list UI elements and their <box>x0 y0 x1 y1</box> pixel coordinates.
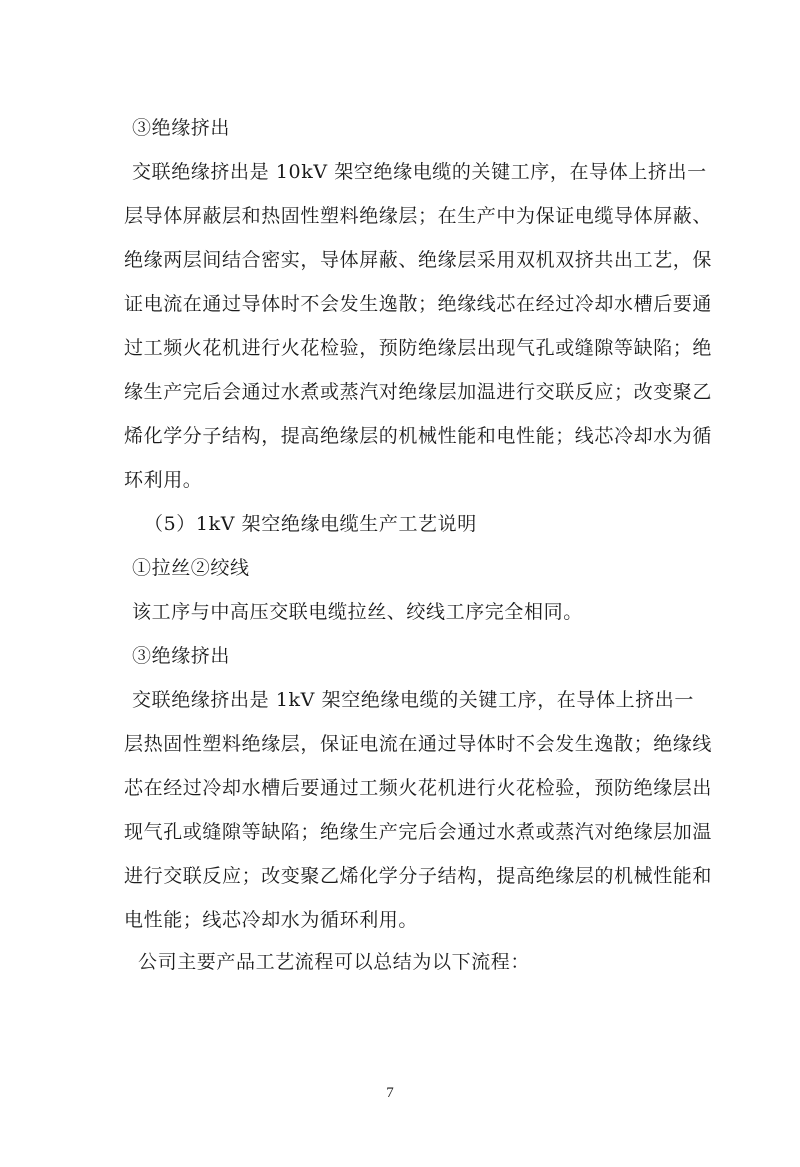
paragraph-line: 过工频火花机进行火花检验，预防绝缘层出现气孔或缝隙等缺陷；绝 <box>124 337 713 359</box>
subsection-heading: ①拉丝②绞线 <box>132 557 250 579</box>
paragraph-line: 交联绝缘挤出是 10kV 架空绝缘电缆的关键工序，在导体上挤出一 <box>132 161 707 183</box>
paragraph-line: 缘生产完后会通过水煮或蒸汽对绝缘层加温进行交联反应；改变聚乙 <box>124 381 713 403</box>
paragraph-line: 现气孔或缝隙等缺陷；绝缘生产完后会通过水煮或蒸汽对绝缘层加温 <box>124 821 713 843</box>
paragraph-line: 芯在经过冷却水槽后要通过工频火花机进行火花检验，预防绝缘层出 <box>124 777 713 799</box>
paragraph-line: 层热固性塑料绝缘层，保证电流在通过导体时不会发生逸散；绝缘线 <box>124 733 713 755</box>
closing-line: 公司主要产品工艺流程可以总结为以下流程： <box>138 951 531 973</box>
paragraph-line: 层导体屏蔽层和热固性塑料绝缘层；在生产中为保证电缆导体屏蔽、 <box>124 205 713 227</box>
section-heading: （5）1kV 架空绝缘电缆生产工艺说明 <box>144 513 477 535</box>
paragraph-line: 环利用。 <box>124 469 203 491</box>
paragraph-line: 证电流在通过导体时不会发生逸散；绝缘线芯在经过冷却水槽后要通 <box>124 293 713 315</box>
page-number: 7 <box>386 1085 394 1101</box>
subsection-heading: ③绝缘挤出 <box>132 645 231 667</box>
paragraph-line: 电性能；线芯冷却水为循环利用。 <box>124 909 419 931</box>
paragraph-line: 进行交联反应；改变聚乙烯化学分子结构，提高绝缘层的机械性能和 <box>124 865 713 887</box>
paragraph-line: 绝缘两层间结合密实，导体屏蔽、绝缘层采用双机双挤共出工艺，保 <box>124 249 713 271</box>
paragraph-line: 烯化学分子结构，提高绝缘层的机械性能和电性能；线芯冷却水为循 <box>124 425 713 447</box>
paragraph-line: 该工序与中高压交联电缆拉丝、绞线工序完全相同。 <box>132 601 583 623</box>
paragraph-line: 交联绝缘挤出是 1kV 架空绝缘电缆的关键工序，在导体上挤出一 <box>132 689 695 711</box>
section-heading: ③绝缘挤出 <box>132 117 231 139</box>
